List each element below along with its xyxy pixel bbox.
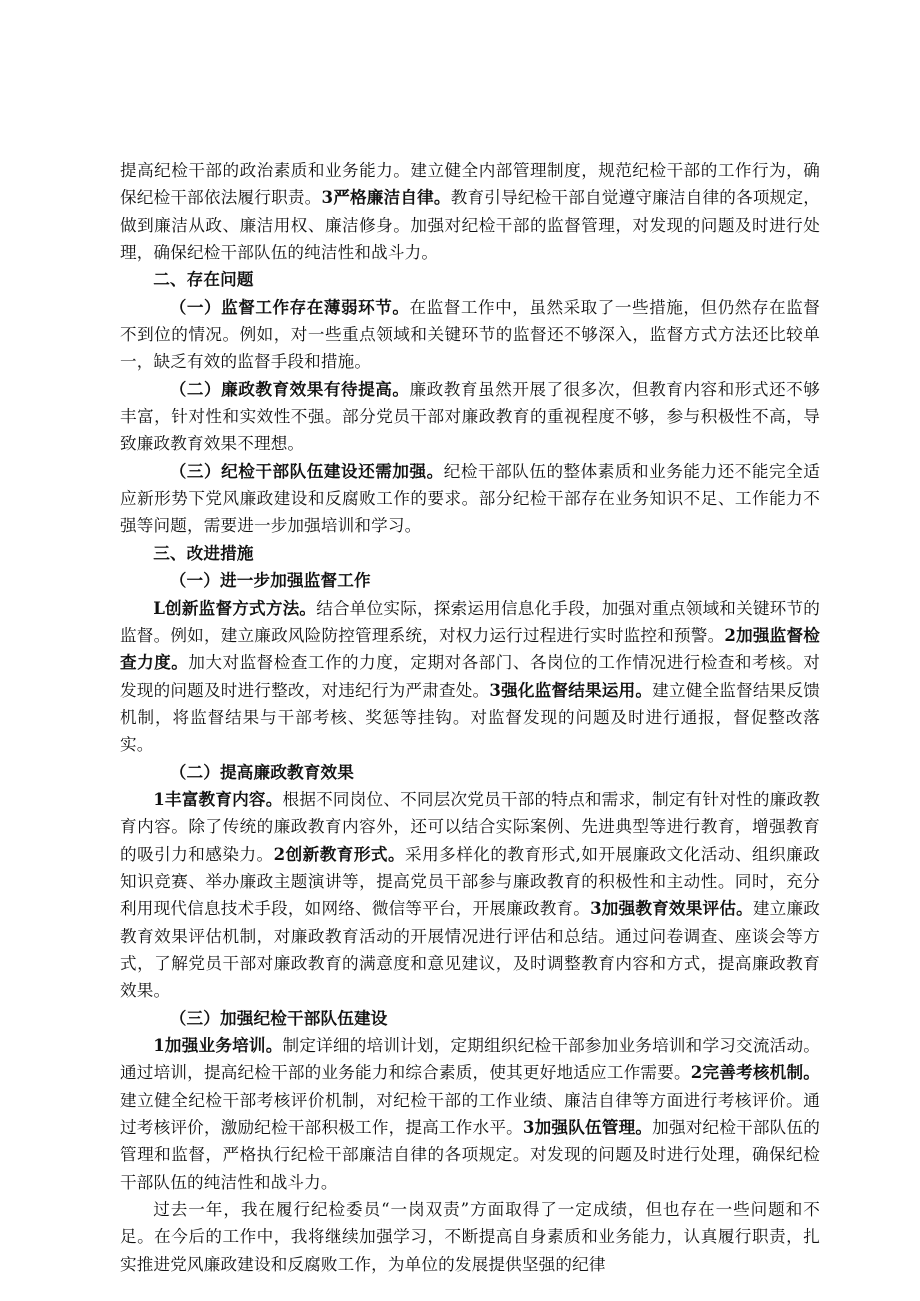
paragraph-text: 结合单位实际，探索运用信息化手段，加强对重点领域和关键环节的监督。例如，建立廉政风险防控管理系统，对权力运行过程进行实时监控和预警。 (120, 598, 821, 645)
bold-lead: 3加强教育效果评估。 (590, 898, 753, 919)
bold-lead: L创新监督方式方法。 (153, 597, 317, 618)
paragraph-text: 建立健全监督结果反馈机制，将监督结果与干部考核、奖惩等挂钩。对监督发现的问题及时进行通报，督促整改落实。 (120, 680, 820, 755)
paragraph-education (120, 786, 820, 1005)
problem-item-3 (120, 458, 820, 540)
bold-lead: 1加强业务培训。 (153, 1035, 283, 1055)
subsection-heading-team: （三）加强纪检干部队伍建设 (169, 1007, 388, 1028)
paragraph-text: 纪检干部队伍的整体素质和业务能力还不能完全适应新形势下党风廉政建设和反腐败工作的要求。部分纪检干部存在业务知识不足、工作能力不强等问题，需要进一步加强培训和学习。 (120, 461, 820, 536)
paragraph-text: 采用多样化的教育形式,如开展廉政文化活动、组织廉政知识竞赛、举办廉政主题演讲等，提高党员干部参与廉政教育的积极性和主动性。同时，充分利用现代信息技术手段，如网络、微信等平台，开展廉政教育。 (120, 844, 820, 919)
paragraph-supervision (120, 595, 820, 759)
problem-item-2 (120, 376, 820, 458)
bold-lead: 2完善考核机制。 (690, 1062, 820, 1083)
problem-item-1 (120, 294, 820, 376)
bold-lead: （三）纪检干部队伍建设还需加强。 (169, 460, 444, 481)
bold-lead: 2创新教育形式。 (273, 843, 406, 864)
bold-lead: 3加强队伍管理。 (522, 1117, 653, 1138)
paragraph-team (120, 1032, 820, 1196)
bold-lead: 2加强监督检查力度。 (120, 624, 820, 673)
bold-lead: （二）廉政教育效果有待提高。 (169, 378, 410, 399)
paragraph-text: 加强对纪检干部队伍的管理和监督，严格执行纪检干部廉洁自律的各项规定。对发现的问题及时进行处理，确保纪检干部队伍的纯洁性和战斗力。 (120, 1118, 821, 1192)
paragraph-text: 制定详细的培训计划，定期组织纪检干部参加业务培训和学习交流活动。通过培训，提高纪检干部的业务能力和综合素质，使其更好地适应工作需要。 (120, 1036, 820, 1083)
document-page (120, 157, 820, 1278)
section-heading-problems: 二、存在问题 (153, 269, 254, 290)
paragraph-text: 加大对监督检查工作的力度，定期对各部门、各岗位的工作情况进行检查和考核。对发现的问题及时进行整改，对违纪行为严肃查处。 (120, 653, 820, 700)
paragraph-text: 廉政教育虽然开展了很多次，但教育内容和形式还不够丰富，针对性和实效性不强。部分党员干部对廉政教育的重视程度不够，参与积极性不高，导致廉政教育效果不理想。 (120, 379, 820, 454)
bold-lead: （一）监督工作存在薄弱环节。 (169, 296, 410, 317)
subsection-heading-education: （二）提高廉政教育效果 (169, 761, 354, 782)
paragraph-text: 根据不同岗位、不同层次党员干部的特点和需求，制定有针对性的廉政教育内容。除了传统的廉政教育内容外，还可以结合实际案例、先进典型等进行教育，增强教育的吸引力和感染力。 (120, 789, 820, 864)
paragraph-text: 建立廉政教育效果评估机制，对廉政教育活动的开展情况进行评估和总结。通过问卷调查、座谈会等方式，了解党员干部对廉政教育的满意度和意见建议，及时调整教育内容和方式，提高廉政教育效果。 (120, 899, 820, 1001)
section-heading-measures: 三、改进措施 (153, 542, 254, 563)
subsection-heading-supervision: （一）进一步加强监督工作 (169, 570, 371, 591)
paragraph-intro (120, 157, 820, 266)
paragraph-text: 建立健全纪检干部考核评价机制，对纪检干部的工作业绩、廉洁自律等方面进行考核评价。通过考核评价，激励纪检干部积极工作，提高工作水平。 (120, 1090, 820, 1138)
bold-lead: 3严格廉洁自律。 (321, 187, 451, 208)
bold-lead: 3强化监督结果运用。 (489, 679, 653, 700)
paragraph-text: 教育引导纪检干部自觉遵守廉洁自律的各项规定，做到廉洁从政、廉洁用权、廉洁修身。加强对纪检干部的监督管理，对发现的问题及时进行处理，确保纪检干部队伍的纯洁性和战斗力。 (120, 188, 820, 263)
bold-lead: 1丰富教育内容。 (153, 788, 283, 809)
paragraph-text: 提高纪检干部的政治素质和业务能力。建立健全内部管理制度，规范纪检干部的工作行为，确保纪检干部依法履行职责。 (120, 161, 820, 208)
paragraph-closing: 过去一年，我在履行纪检委员“一岗双责”方面取得了一定成绩，但也存在一些问题和不足。在今后的工作中，我将继续加强学习，不断提高自身素质和业务能力，认真履行职责，扎实推进党风廉政建设和反腐败工作，为单位的发展提供坚强的纪律 (120, 1200, 820, 1274)
paragraph-text: 在监督工作中，虽然采取了一些措施，但仍然存在监督不到位的情况。例如，对一些重点领域和关键环节的监督还不够深入，监督方式方法还比较单一，缺乏有效的监督手段和措施。 (120, 297, 820, 372)
